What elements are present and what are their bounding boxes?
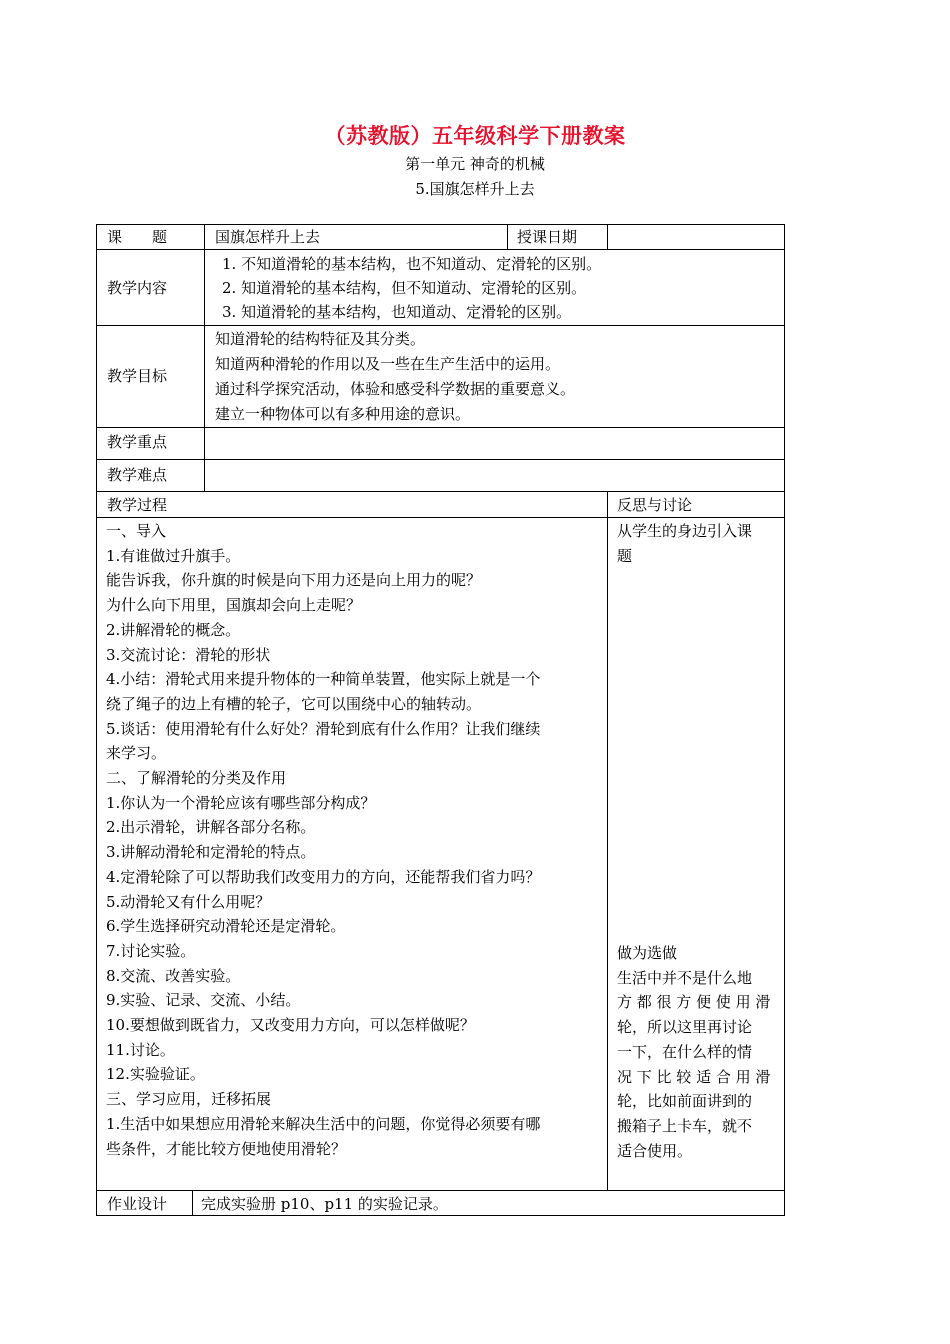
homework-label: 作业设计 <box>107 1195 168 1213</box>
process-line: 12.实验验证。 <box>106 1065 205 1084</box>
lesson-info-table <box>96 224 785 492</box>
process-table <box>96 491 785 1216</box>
process-line: 二、了解滑轮的分类及作用 <box>106 769 287 788</box>
process-line: 5.动滑轮又有什么用呢？ <box>106 892 271 911</box>
reflect-line: 况 下 比 较 适 合 用 滑 <box>617 1067 771 1086</box>
process-line: 4.定滑轮除了可以帮助我们改变用力的方向，还能帮我们省力吗？ <box>106 867 541 886</box>
goal-item: 通过科学探究活动，体验和感受科学数据的重要意义。 <box>215 380 576 398</box>
process-line: 绕了绳子的边上有槽的轮子，它可以围绕中心的轴转动。 <box>106 694 482 713</box>
reflect-notes-top <box>617 519 782 568</box>
reflect-notes-bottom <box>617 941 782 1163</box>
process-line: 10.要想做到既省力，又改变用力方向，可以怎样做呢？ <box>106 1016 475 1035</box>
process-line: 为什么向下用里，国旗却会向上走呢？ <box>106 596 362 615</box>
process-line: 5.谈话：使用滑轮有什么好处？滑轮到底有什么作用？让我们继续 <box>106 719 541 738</box>
unit-title: 第一单元 神奇的机械 <box>405 155 545 173</box>
page-title: （苏教版）五年级科学下册教案 <box>324 123 626 148</box>
reflect-line: 做为选做 <box>617 944 678 962</box>
content-item: 2. 知道滑轮的基本结构，但不知道动、定滑轮的区别。 <box>222 279 587 297</box>
process-line: 3.交流讨论：滑轮的形状 <box>106 645 271 664</box>
reflect-line: 一下，在什么样的情 <box>617 1042 753 1061</box>
process-line: 1.你认为一个滑轮应该有哪些部分构成？ <box>106 793 376 812</box>
process-line: 三、学习应用，迁移拓展 <box>106 1090 272 1109</box>
process-line: 7.讨论实验。 <box>106 941 196 960</box>
lesson-title: 5.国旗怎样升上去 <box>415 180 535 198</box>
process-line: 2.讲解滑轮的概念。 <box>106 620 241 639</box>
goal-item: 知道滑轮的结构特征及其分类。 <box>215 330 426 348</box>
reflect-line: 生活中并不是什么地 <box>617 968 753 987</box>
process-line: 2.出示滑轮，讲解各部分名称。 <box>106 818 316 837</box>
process-line: 6.学生选择研究动滑轮还是定滑轮。 <box>106 917 346 936</box>
process-line: 1.有谁做过升旗手。 <box>106 546 241 565</box>
process-header: 教学过程 <box>107 496 168 514</box>
goal-item: 知道两种滑轮的作用以及一些在生产生活中的运用。 <box>215 355 561 373</box>
goal-item: 建立一种物体可以有多种用途的意识。 <box>215 405 471 423</box>
reflect-line: 轮，所以这里再讨论 <box>617 1018 753 1037</box>
reflect-line: 方 都 很 方 便 使 用 滑 <box>617 993 771 1012</box>
homework-value: 完成实验册 p10、p11 的实验记录。 <box>201 1195 448 1213</box>
date-label: 授课日期 <box>517 228 578 246</box>
topic-value: 国旗怎样升上去 <box>215 228 321 246</box>
goals-label: 教学目标 <box>107 367 168 385</box>
reflect-line: 适合使用。 <box>617 1141 693 1160</box>
process-line: 9.实验、记录、交流、小结。 <box>106 991 301 1010</box>
topic-label: 课 题 <box>107 228 168 246</box>
process-line: 能告诉我，你升旗的时候是向下用力还是向上用力的呢？ <box>106 571 482 590</box>
content-item: 1. 不知道滑轮的基本结构，也不知道动、定滑轮的区别。 <box>222 255 602 273</box>
process-line: 些条件，才能比较方便地使用滑轮？ <box>106 1139 347 1158</box>
difficult-label: 教学难点 <box>107 466 168 484</box>
key-label: 教学重点 <box>107 433 168 451</box>
process-line: 一、导入 <box>106 522 167 540</box>
reflect-line: 轮，比如前面讲到的 <box>617 1092 753 1111</box>
reflect-header: 反思与讨论 <box>617 496 693 514</box>
process-steps <box>106 519 604 1161</box>
process-line: 11.讨论。 <box>106 1040 175 1059</box>
content-label: 教学内容 <box>107 279 168 297</box>
process-line: 1.生活中如果想应用滑轮来解决生活中的问题，你觉得必须要有哪 <box>106 1114 541 1133</box>
process-line: 8.交流、改善实验。 <box>106 966 241 985</box>
content-item: 3. 知道滑轮的基本结构，也知道动、定滑轮的区别。 <box>222 303 572 321</box>
reflect-line: 题 <box>617 546 633 565</box>
process-line: 3.讲解动滑轮和定滑轮的特点。 <box>106 843 316 862</box>
reflect-line: 从学生的身边引入课 <box>617 522 753 540</box>
process-line: 来学习。 <box>106 744 167 763</box>
process-line: 4.小结：滑轮式用来提升物体的一种简单装置，他实际上就是一个 <box>106 670 541 689</box>
reflect-line: 搬箱子上卡车，就不 <box>617 1116 753 1135</box>
